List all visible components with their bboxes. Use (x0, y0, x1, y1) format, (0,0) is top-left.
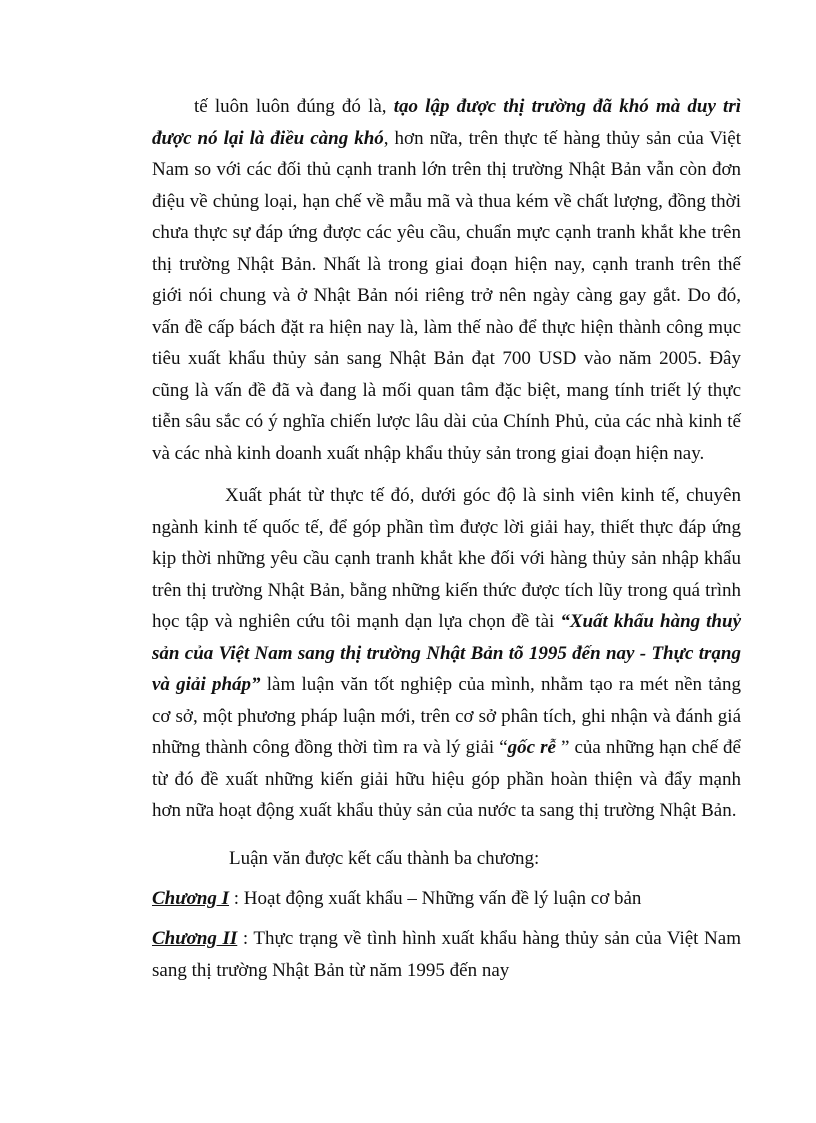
paragraph-context (152, 91, 741, 469)
chapter-2-text: : Thực trạng về tình hình xuất khẩu hàng thủy sản của Việt Nam sang thị trường Nhật Bản từ năm 1995 đến nay (152, 928, 741, 981)
paragraph-rationale (152, 480, 741, 827)
structure-intro: Luận văn được kết cấu thành ba chương: (229, 848, 540, 869)
root-term: gốc rễ (507, 737, 556, 758)
chapter-2-line (152, 923, 741, 986)
paragraph-1-lead: tế luôn luôn đúng đó là, (194, 96, 394, 117)
paragraph-2-end: ” của những hạn chế để từ đó đề xuất những kiến giải hữu hiệu góp phần hoàn thiện và đẩy mạnh hơn nữa hoạt động xuất khẩu thủy sản của nước ta sang thị trường Nhật Bản. (152, 737, 741, 821)
chapter-1-text: : Hoạt động xuất khẩu – Những vấn đề lý luận cơ bản (229, 888, 642, 909)
thesis-title: “Xuất khẩu hàng thuỷ sản của Việt Nam sang thị trường Nhật Bản tõ 1995 đến nay - Thực trạng và giải pháp” (152, 611, 741, 695)
chapter-1-label: Chương I (152, 888, 230, 909)
paragraph-1-emphasis: tạo lập được thị trường đã khó mà duy trì được nó lại là điều càng khó (152, 96, 742, 149)
paragraph-2-lead: Xuất phát từ thực tế đó, dưới góc độ là sinh viên kinh tế, chuyên ngành kinh tế quốc tế, để góp phần tìm được lời giải hay, thiết thực đáp ứng kịp thời những yêu cầu cạnh tranh khắt khe đối với hàng thủy sản nhập khẩu trên thị trường Nhật Bản, bằng những kiến thức được tích lũy trong quá trình học tập và nghiên cứu tôi mạnh dạn lựa chọn đề tài (152, 485, 741, 632)
paragraph-2-middle: làm luận văn tốt nghiệp của mình, nhằm tạo ra mét nền tảng cơ sở, một phương pháp luận mới, trên cơ sở phân tích, ghi nhận và đánh giá những thành công đồng thời tìm ra và lý giải “ (152, 674, 741, 758)
paragraph-1-body: , hơn nữa, trên thực tế hàng thủy sản của Việt Nam so với các đối thủ cạnh tranh lớn trên thị trường Nhật Bản vẫn còn đơn điệu về chủng loại, hạn chế về mẫu mã và thua kém về chất lượng, đồng thời chưa thực sự đáp ứng được các yêu cầu, chuẩn mực cạnh tranh khắt khe trên thị trường Nhật Bản. Nhất là trong giai đoạn hiện nay, cạnh tranh trên thế giới nói chung và ở Nhật Bản nói riêng trở nên ngày càng gay gắt. Do đó, vấn đề cấp bách đặt ra hiện nay là, làm thế nào để thực hiện thành công mục tiêu xuất khẩu thủy sản sang Nhật Bản đạt 700 USD vào năm 2005. Đây cũng là vấn đề đã và đang là mối quan tâm đặc biệt, mang tính triết lý thực tiễn sâu sắc có ý nghĩa chiến lược lâu dài của Chính Phủ, của các nhà kinh tế và các nhà kinh doanh xuất nhập khẩu thủy sản trong giai đoạn hiện nay. (152, 127, 742, 464)
chapter-1-line (152, 883, 741, 915)
chapter-2-label: Chương II (152, 928, 238, 949)
